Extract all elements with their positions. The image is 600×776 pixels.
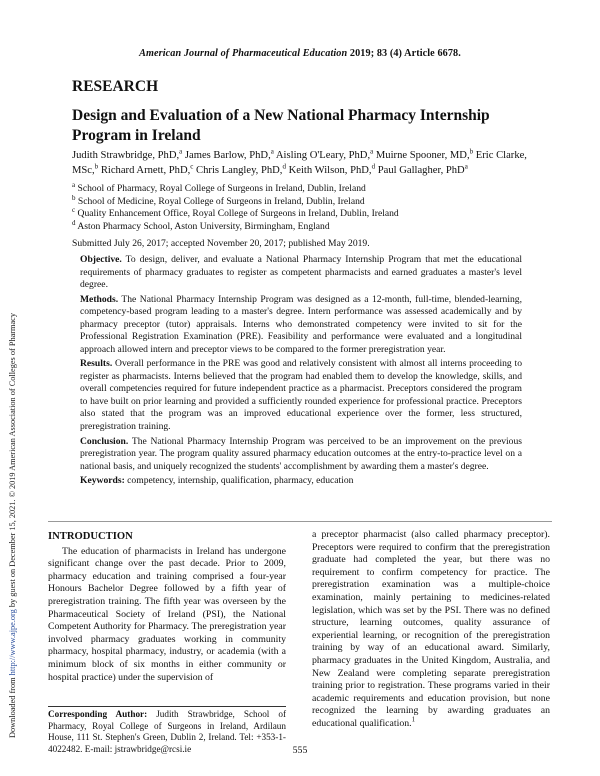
intro-right-column	[312, 529, 550, 731]
corresponding-label: Corresponding Author:	[48, 709, 148, 719]
submission-dates: Submitted July 26, 2017; accepted November 20, 2017; published May 2019.	[72, 238, 370, 249]
affiliation-text: School of Pharmacy, Royal College of Surgeons in Ireland, Dublin, Ireland	[77, 183, 366, 194]
intro-heading: INTRODUCTION	[48, 531, 133, 542]
results-text: Overall performance in the PRE was good and relatively consistent with almost all interns proceeding to register as pharmacists. Interns believed that the program had enabled them to develop the knowledge, skills, and overall competencies required for future independent practice as a pharmacist. Preceptors considered the program to have built on prior learning and provided a sufficiently rounded experience for professional practice. Preceptors also stated that the program was an improved educational experience over the former, less structured, preregistration training.	[80, 358, 522, 432]
intro-paragraph-left: The education of pharmacists in Ireland has undergone significant change over the past decade. Prior to 2009, pharmacy education and training comprised a four-year Honours Bachelor Degree followed by a fifth year of preregistration training. The fifth year was overseen by the Pharmaceutical Society of Ireland (PSI), the National Competent Authority for Pharmacy. The preregistration year involved pharmacy graduates working in community pharmacy, hospital pharmacy, industry, or academia (with a minimum block of six months in either community or hospital practice) under the supervision of	[48, 545, 286, 683]
methods-label: Methods.	[80, 293, 119, 305]
author-name: Chris Langley, PhD,	[196, 164, 283, 176]
abstract-conclusion	[80, 436, 522, 474]
author-affiliation-mark: d	[371, 161, 376, 170]
objective-label: Objective.	[80, 254, 122, 265]
conclusion-text: The National Pharmacy Internship Program was perceived to be an improvement on the previous preregistration year. The program quality assured pharmacy education outcomes at the entry-to-practice level on a national basis, and uniquely recognized the students' accomplishment by awarding them a master's degree.	[80, 435, 522, 472]
author-name: Richard Arnett, PhD,	[100, 164, 191, 176]
conclusion-label: Conclusion.	[80, 435, 129, 447]
affiliation-item	[72, 218, 552, 234]
author-name: Judith Strawbridge, PhD,	[72, 150, 180, 161]
article-title: Design and Evaluation of a New National Pharmacy Internship Program in Ireland	[72, 107, 490, 144]
affiliation-text: Quality Enhancement Office, Royal College of Surgeons in Ireland, Dublin, Ireland	[77, 208, 399, 219]
section-label: RESEARCH	[72, 78, 159, 95]
author-affiliation-mark: c	[190, 161, 194, 170]
abstract-keywords	[80, 475, 522, 488]
sidebar-link[interactable]: http://www.ajpe.org	[8, 609, 17, 676]
affiliation-mark: b	[72, 193, 76, 202]
author-name: Muirne Spooner, MD,	[375, 150, 470, 161]
journal-citation: 2019; 83 (4) Article 6678.	[349, 48, 461, 59]
affiliations	[72, 180, 552, 233]
affiliation-item	[72, 180, 552, 196]
affiliation-text: School of Medicine, Royal College of Surgeons in Ireland, Dublin, Ireland	[77, 195, 365, 207]
affiliation-mark: a	[72, 180, 76, 189]
author-name: James Barlow, PhD,	[184, 150, 271, 161]
author-affiliation-mark: a	[370, 147, 374, 156]
author-affiliation-mark: b	[94, 161, 99, 170]
affiliation-mark: d	[72, 218, 76, 227]
sidebar-prefix: Downloaded from	[8, 677, 17, 738]
citation-ref[interactable]: 1	[411, 715, 416, 724]
keywords-text: competency, internship, qualification, pharmacy, education	[127, 475, 354, 487]
intro-left-column	[48, 531, 286, 684]
section-divider	[48, 521, 552, 522]
results-label: Results.	[80, 358, 113, 370]
author-name: Paul Gallagher, PhD	[377, 164, 465, 176]
author-name: Eric Clarke, MSc,	[72, 150, 527, 176]
affiliation-item	[72, 193, 552, 209]
page-number: 555	[292, 745, 308, 756]
footnote-rule	[48, 706, 286, 707]
author-affiliation-mark: a	[464, 161, 468, 170]
affiliation-mark: c	[72, 205, 76, 214]
author-affiliation-mark: a	[270, 147, 274, 156]
journal-name: American Journal of Pharmaceutical Education	[139, 48, 348, 59]
author-affiliation-mark: d	[282, 161, 286, 170]
keywords-label: Keywords:	[80, 475, 125, 487]
download-sidebar	[8, 138, 17, 738]
author-affiliation-mark: a	[179, 147, 183, 156]
intro-right-text: a preceptor pharmacist (also called pharmacy preceptor). Preceptors were required to confirm that the preregistration graduate had completed the year, but there was no requirement to confirm competency for practice. The preregistration examination was a multiple-choice examination, mainly pertaining to medicines-related legislation, which was set by the PSI. There was no defined structure, learning outcomes, quality assurance of experiential learning, or recognition of the preregistration training by way of an educational award. Similarly, pharmacy graduates in the United Kingdom, Australia, and New Zealand were completing separate preregistration training prior to registration. These programs varied in their academic requirements and education provision, but none recognized the learning by awarding graduates an educational qualification.	[312, 529, 550, 729]
affiliation-item	[72, 205, 552, 221]
author-affiliation-mark: b	[469, 147, 474, 156]
corresponding-text: Judith Strawbridge, School of Pharmacy, Royal College of Surgeons in Ireland, Ardilaun House, 111 St. Stephen's Green, Dublin 2, Ireland. Tel: +353-1-4022482. E-mail: jstrawbridge@rcsi.ie	[48, 709, 287, 754]
abstract	[80, 254, 522, 490]
journal-header	[0, 48, 600, 59]
author-name: Aisling O'Leary, PhD,	[275, 150, 371, 161]
author-list	[72, 149, 552, 178]
methods-text: The National Pharmacy Internship Program was designed as a 12-month, full-time, blended-learning, competency-based program leading to a master's degree. Intern performance was assessed academically and by pharmacy preceptor (tutor) appraisals. Interns who demonstrated competency were invited to sit for the Professional Registration Examination (PRE). Feasibility and performance were evaluated and a longitudinal approach allowed intern and preceptor views to be compared to the former preregistration year.	[80, 293, 522, 355]
abstract-results	[80, 358, 522, 433]
sidebar-suffix: by guest on December 15, 2021. © 2019 American Association of Colleges of Pharmacy	[8, 312, 17, 608]
author-name: Keith Wilson, PhD,	[288, 164, 372, 176]
affiliation-text: Aston Pharmacy School, Aston University, Birmingham, England	[77, 220, 330, 232]
intro-paragraph-right	[312, 529, 550, 731]
abstract-objective	[80, 254, 522, 292]
abstract-methods	[80, 294, 522, 357]
objective-text: To design, deliver, and evaluate a National Pharmacy Internship Program that met the educational requirements of pharmacy graduates to register as competent pharmacists and earned graduates a master's level degree.	[80, 254, 522, 290]
